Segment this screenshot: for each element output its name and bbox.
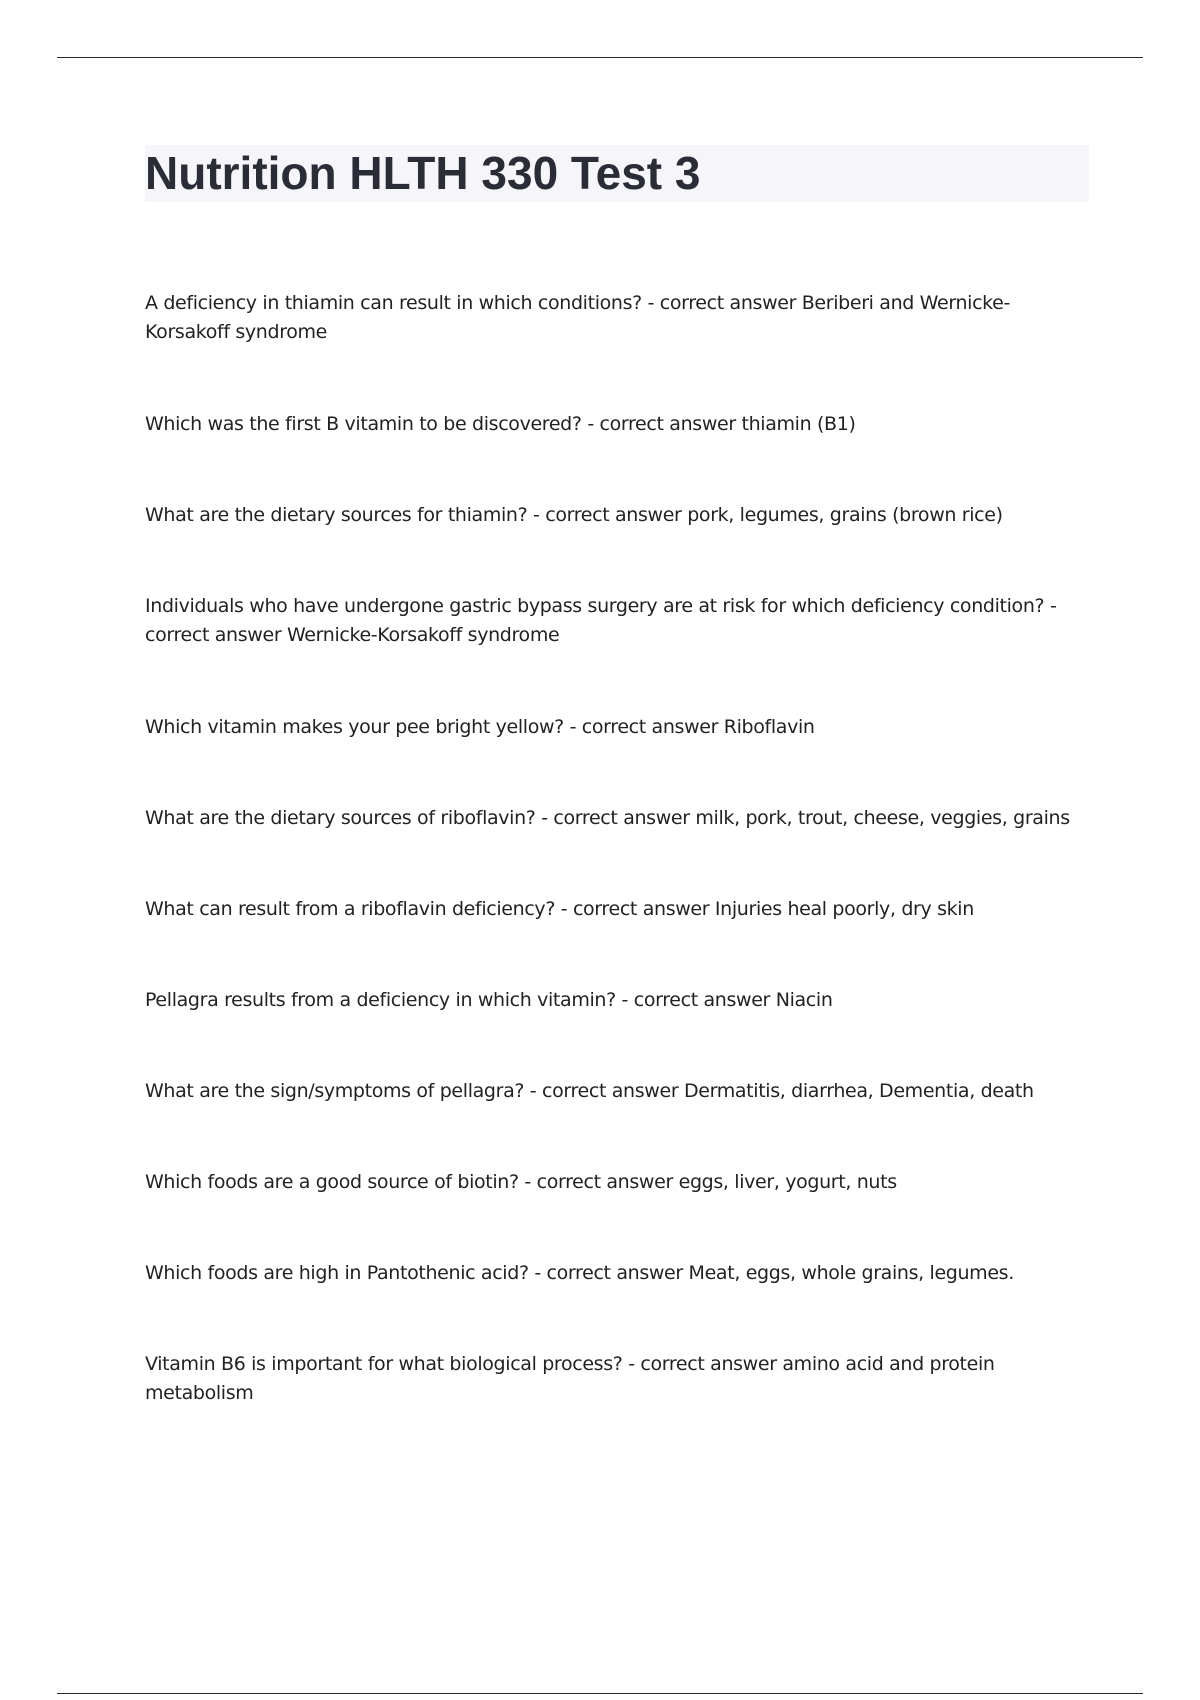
qa-item: Pellagra results from a deficiency in which vitamin? - correct answer Niacin bbox=[145, 989, 833, 1011]
qa-item: What are the dietary sources of riboflavin? - correct answer milk, pork, trout, cheese, veggies, grains bbox=[145, 807, 1070, 829]
qa-item: What are the sign/symptoms of pellagra? - correct answer Dermatitis, diarrhea, Dementia, death bbox=[145, 1080, 1034, 1102]
qa-item: Which foods are high in Pantothenic acid? - correct answer Meat, eggs, whole grains, legumes. bbox=[145, 1262, 1014, 1284]
qa-item: Which vitamin makes your pee bright yellow? - correct answer Riboflavin bbox=[145, 716, 815, 738]
qa-item: A deficiency in thiamin can result in which conditions? - correct answer Beriberi and Wernicke-Korsakoff syndrome bbox=[145, 292, 1011, 343]
qa-item: Which foods are a good source of biotin? - correct answer eggs, liver, yogurt, nuts bbox=[145, 1171, 897, 1193]
bottom-rule bbox=[57, 1693, 1143, 1694]
qa-item: What are the dietary sources for thiamin? - correct answer pork, legumes, grains (brown rice) bbox=[145, 504, 1003, 526]
qa-item: Vitamin B6 is important for what biological process? - correct answer amino acid and protein metabolism bbox=[145, 1353, 995, 1404]
page-title: Nutrition HLTH 330 Test 3 bbox=[145, 147, 701, 199]
qa-item: Which was the first B vitamin to be discovered? - correct answer thiamin (B1) bbox=[145, 413, 856, 435]
qa-item: What can result from a riboflavin deficiency? - correct answer Injuries heal poorly, dry skin bbox=[145, 898, 974, 920]
qa-item: Individuals who have undergone gastric bypass surgery are at risk for which deficiency condition? - correct answer Wernicke-Korsakoff syndrome bbox=[145, 595, 1057, 646]
top-rule bbox=[57, 57, 1143, 58]
